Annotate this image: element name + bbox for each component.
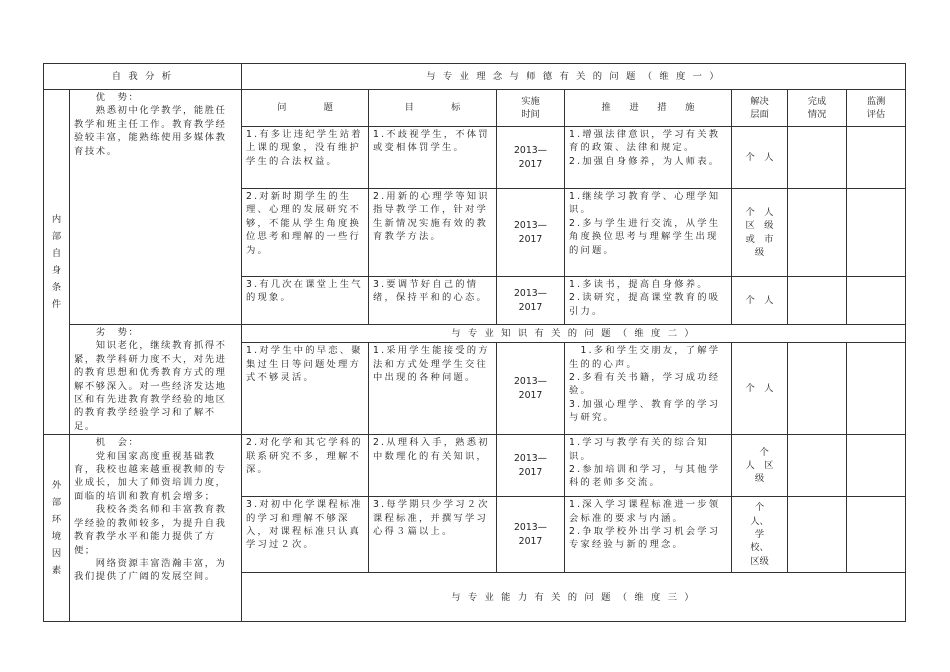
- row3-time: 2013— 2017: [497, 277, 565, 325]
- row6-measures: 1.深入学习课程标准进一步领会标准的要求与内涵。 2.争取学校外出学习机会学习专家经验与新的理念。: [565, 497, 732, 573]
- row4-goal: 1.采用学生能接受的方法和方式处理学生交往中出现的各种问题。: [369, 343, 497, 435]
- row3-problem: 3.有几次在课堂上生气的现象。: [242, 277, 369, 325]
- row4-done: [788, 343, 847, 435]
- strength-analysis: 优 势： 熟悉初中化学教学，能胜任教学和班主任工作。教育教学经验较丰富，能熟练使用多媒体教育技术。: [70, 90, 242, 325]
- row6-level: 个 人、 学 校、 区级: [732, 497, 788, 573]
- row2-level: 个 人 区 级 或 市 级: [732, 189, 788, 277]
- external-conditions-label: 外 部 环 境 因 素: [44, 435, 70, 622]
- row5-goal: 2.从理科入手，熟悉初中数理化的有关知识，: [369, 435, 497, 497]
- row4-time: 2013— 2017: [497, 343, 565, 435]
- internal-conditions-label: 内 部 自 身 条 件: [44, 90, 70, 435]
- row2-measures: 1.继续学习教育学、心理学知识。 2.多与学生进行交流，从学生角度换位思考与理解学生出现的问题。: [565, 189, 732, 277]
- column-goal: 目 标: [369, 90, 497, 127]
- column-measures: 推 进 措 施: [565, 90, 732, 127]
- row3-goal: 3.要调节好自己的情绪，保持平和的心态。: [369, 277, 497, 325]
- row1-eval: [847, 127, 906, 189]
- row2-goal: 2.用新的心理学等知识指导教学工作，针对学生新情况实施有效的教育教学方法。: [369, 189, 497, 277]
- row5-level: 个 人 区 级: [732, 435, 788, 497]
- dimension-two-title: 与 专 业 知 识 有 关 的 问 题 （ 维 度 二 ）: [242, 325, 906, 343]
- row3-level: 个 人: [732, 277, 788, 325]
- row1-level: 个 人: [732, 127, 788, 189]
- row4-level: 个 人: [732, 343, 788, 435]
- row3-done: [788, 277, 847, 325]
- row6-eval: [847, 497, 906, 573]
- dimension-one-title: 与 专 业 理 念 与 师 德 有 关 的 问 题 （ 维 度 一 ）: [242, 64, 906, 90]
- row5-eval: [847, 435, 906, 497]
- development-plan-table: [43, 63, 906, 622]
- row1-problem: 1.有多让违纪学生站着上课的现象，没有维护学生的合法权益。: [242, 127, 369, 189]
- row3-measures: 1.多读书，提高自身修养。 2.读研究，提高课堂教育的吸引力。: [565, 277, 732, 325]
- row2-problem: 2.对新时期学生的生理、心理的发展研究不够，不能从学生角度换位思考和理解的一些行为。: [242, 189, 369, 277]
- row5-measures: 1.学习与教学有关的综合知识。 2.参加培训和学习，与其他学科的老师多交流。: [565, 435, 732, 497]
- row5-time: 2013— 2017: [497, 435, 565, 497]
- weakness-analysis: 劣 势： 知识老化，继续教育抓得不紧，教学科研力度不大，对先进的教育思想和优秀教育方式的理解不够深入。对一些经济发达地区和有先进教育教学经验的地区的教育教学经验学习和了解不足。: [70, 325, 242, 435]
- row2-done: [788, 189, 847, 277]
- row6-done: [788, 497, 847, 573]
- row5-done: [788, 435, 847, 497]
- row6-time: 2013— 2017: [497, 497, 565, 573]
- column-level: 解决 层面: [732, 90, 788, 127]
- row1-done: [788, 127, 847, 189]
- column-problem: 问 题: [242, 90, 369, 127]
- opportunity-analysis: 机 会： 党和国家高度重视基础教育，我校也越来越重视教师的专业成长，加大了师资培训力度，面临的培训和教育机会增多； 我校各类名师和丰富教育教学经验的教师较多，为提升自我教育教学水平和能力提供了方便； 网络资源丰富浩瀚丰富，为我们提供了广阔的发展空间。: [70, 435, 242, 622]
- row1-goal: 1.不歧视学生，不体罚或变相体罚学生。: [369, 127, 497, 189]
- column-eval: 监测 评估: [847, 90, 906, 127]
- row5-problem: 2.对化学和其它学科的联系研究不多，理解不深。: [242, 435, 369, 497]
- row4-measures: 1.多和学生交朋友，了解学生的的心声。 2.多看有关书籍，学习成功经验。 3.加强心理学、教育学的学习与研究。: [565, 343, 732, 435]
- row1-measures: 1.增强法律意识，学习有关教育的政策、法律和规定。 2.加强自身修养，为人师表。: [565, 127, 732, 189]
- row2-eval: [847, 189, 906, 277]
- row2-time: 2013— 2017: [497, 189, 565, 277]
- column-done: 完成 情况: [788, 90, 847, 127]
- row1-time: 2013— 2017: [497, 127, 565, 189]
- row6-goal: 3.每学期只少学习２次课程标准，并撰写学习心得３篇以上。: [369, 497, 497, 573]
- dimension-three-title: 与 专 业 能 力 有 关 的 问 题 （ 维 度 三 ）: [242, 573, 906, 622]
- column-time: 实施 时间: [497, 90, 565, 127]
- row4-eval: [847, 343, 906, 435]
- row3-eval: [847, 277, 906, 325]
- row4-problem: 1.对学生中的早恋、聚集过生日等问题处理方式不够灵活。: [242, 343, 369, 435]
- row6-problem: 3.对初中化学课程标准的学习和理解不够深入，对课程标准只认真学习过２次。: [242, 497, 369, 573]
- self-analysis-header: 自 我 分 析: [44, 64, 242, 90]
